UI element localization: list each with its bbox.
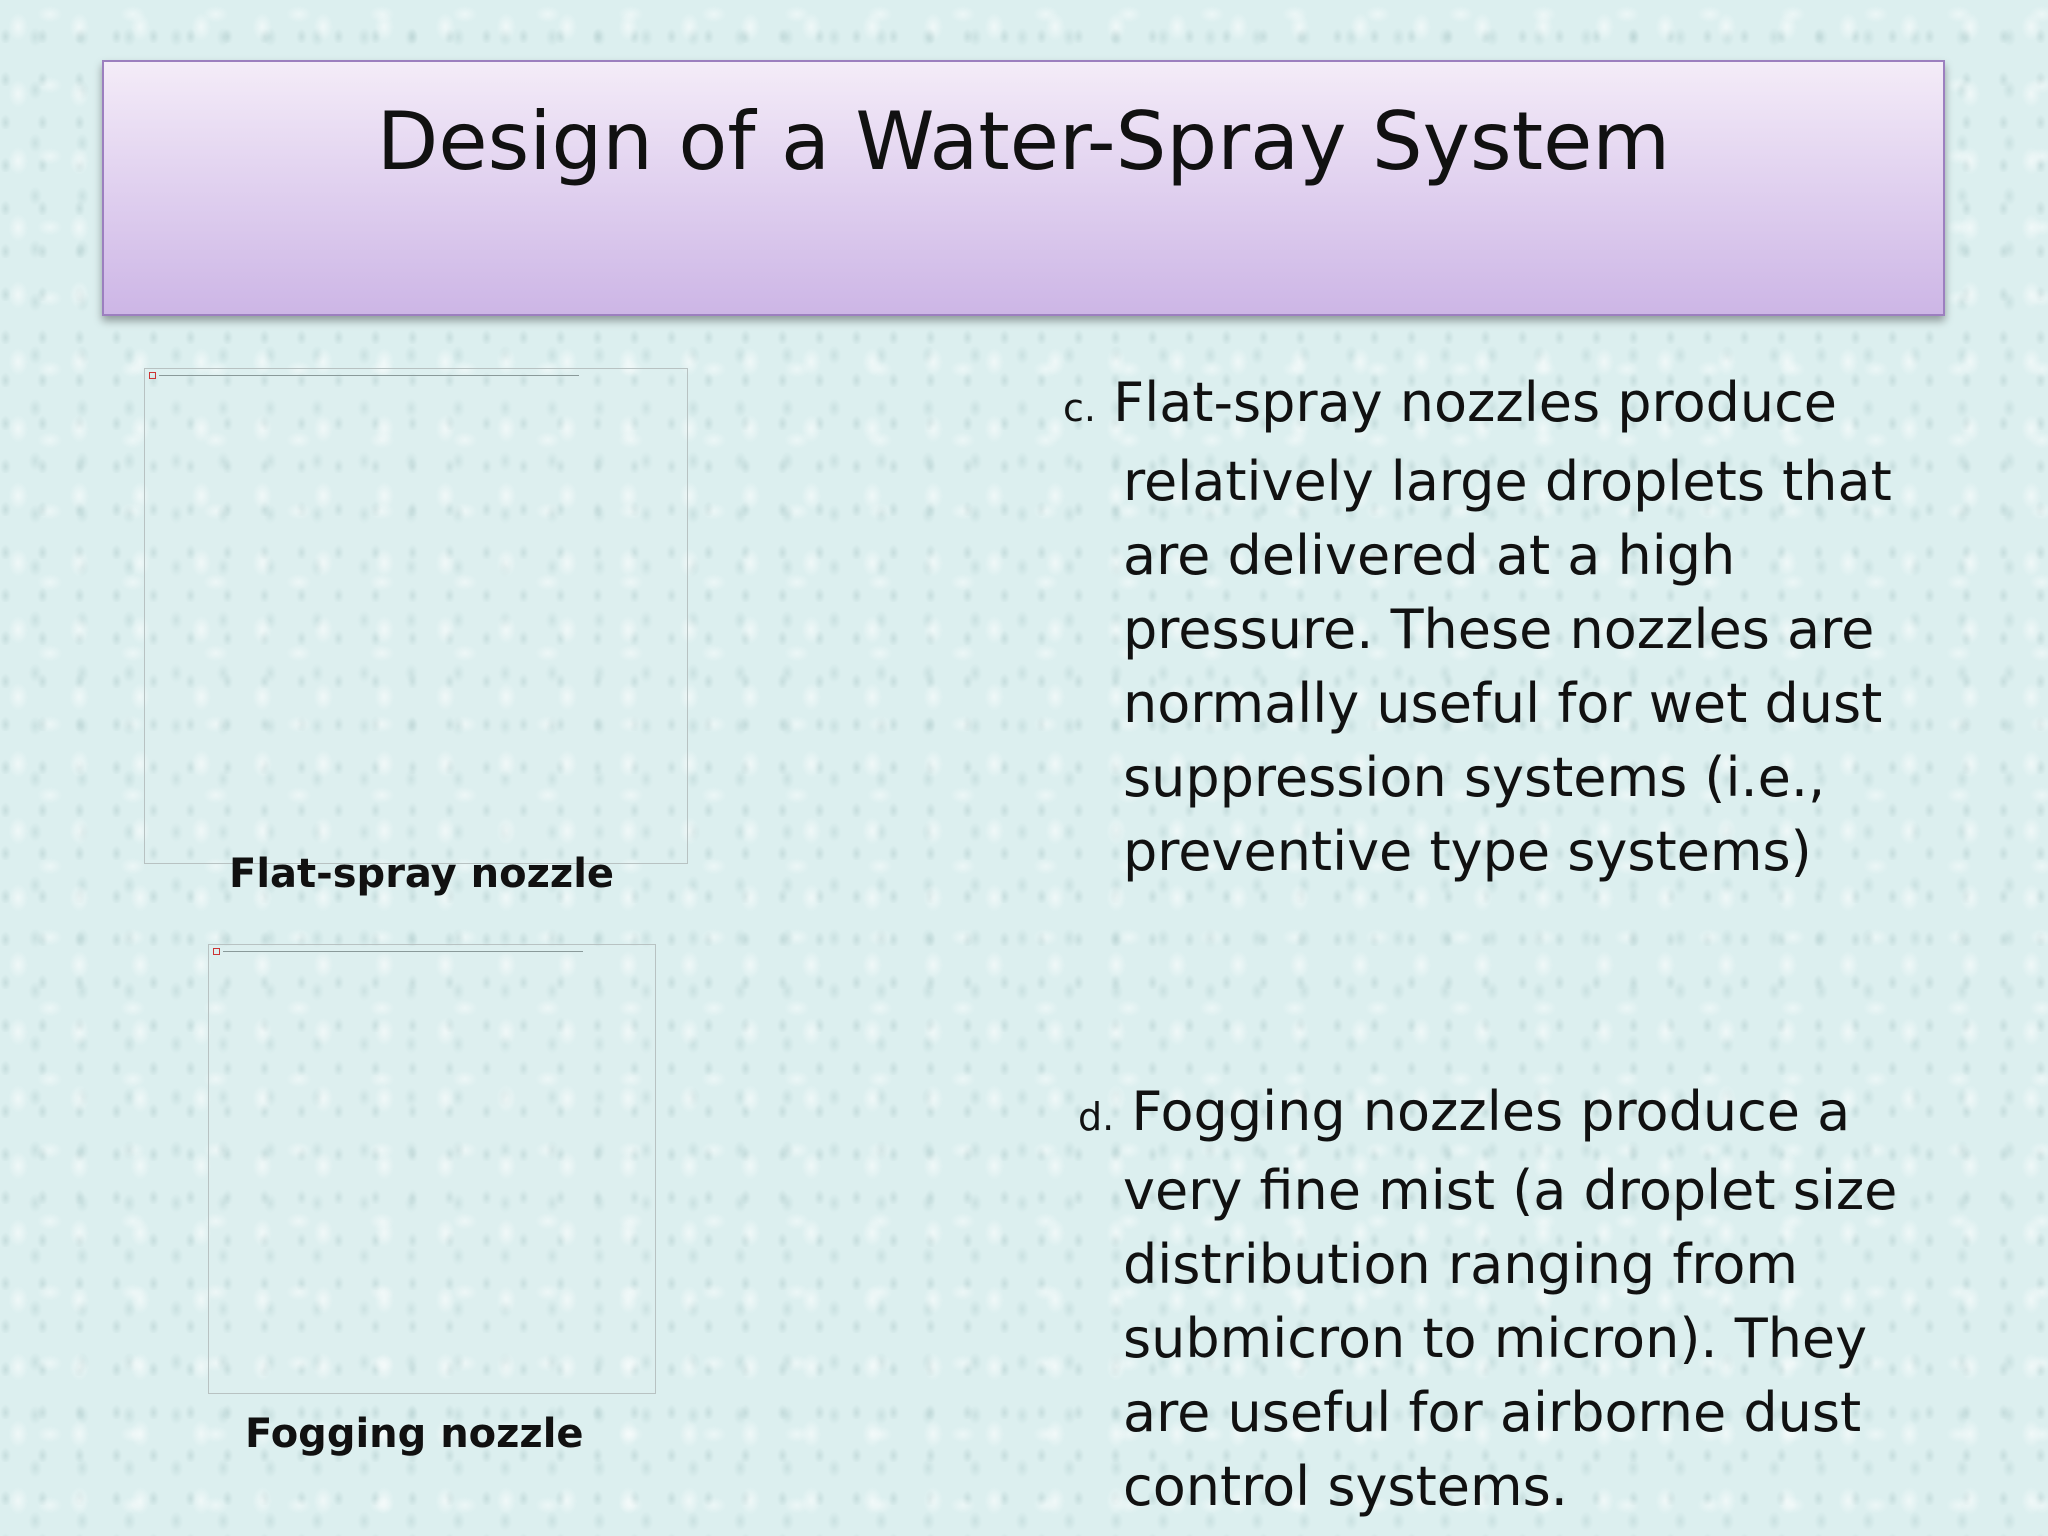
flat-spray-nozzle-caption: Flat-spray nozzle	[229, 851, 615, 897]
paragraph-d-lead: Fogging nozzles produce a	[1131, 1080, 1851, 1143]
slide-title: Design of a Water-Spray System	[376, 95, 1671, 188]
broken-image-icon	[149, 372, 579, 379]
flat-spray-nozzle-image	[144, 368, 688, 864]
broken-image-icon	[213, 948, 583, 955]
title-banner	[102, 60, 1945, 316]
paragraph-d	[1078, 1075, 1943, 1524]
paragraph-d-marker: d.	[1078, 1095, 1115, 1139]
paragraph-d-text: very fine mist (a droplet size distribution ranging from submicron to micron). They are useful for airborne dust control systems.	[1123, 1159, 1898, 1518]
fogging-nozzle-caption: Fogging nozzle	[245, 1411, 584, 1457]
paragraph-c-marker: c.	[1063, 386, 1096, 430]
paragraph-c	[1063, 366, 1943, 889]
paragraph-c-text: relatively large droplets that are delivered at a high pressure. These nozzles are normally useful for wet dust suppression systems (i.e., preventive type systems)	[1123, 450, 1892, 883]
paragraph-c-lead: Flat-spray nozzles produce	[1113, 371, 1838, 434]
fogging-nozzle-image	[208, 944, 656, 1394]
